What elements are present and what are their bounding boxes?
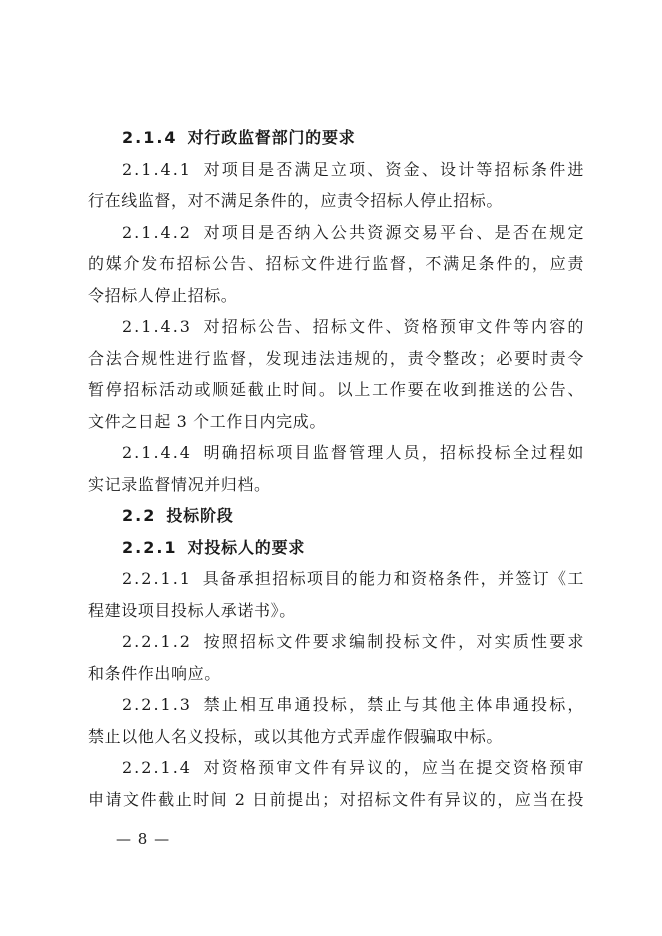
section-title: 对行政监督部门的要求	[187, 128, 356, 147]
clause-number: 2.2.1.1	[122, 569, 192, 588]
clause-text: 对资格预审文件有异议的，应当在提交资格预审	[201, 758, 584, 777]
clause-number: 2.2.1.4	[122, 758, 192, 777]
paragraph-line: 文件之日起 3 个工作日内完成。	[88, 411, 326, 431]
paragraph-line	[88, 154, 584, 186]
clause-number: 2.2.1.2	[122, 632, 192, 651]
section-heading	[88, 500, 584, 532]
clause-number: 2.1.4.3	[122, 317, 192, 336]
paragraph-line: 行在线监督，对不满足条件的，应责令招标人停止招标。	[88, 191, 504, 210]
paragraph-line: 令招标人停止招标。	[88, 285, 238, 305]
paragraph-line	[88, 689, 584, 721]
clause-text: 具备承担招标项目的能力和资格条件，并签订《工	[201, 569, 584, 588]
clause-text: 按照招标文件要求编制投标文件，对实质性要求	[201, 632, 584, 651]
clause-text: 对招标公告、招标文件、资格预审文件等内容的	[201, 317, 584, 336]
document-body	[88, 122, 584, 815]
paragraph-line	[88, 752, 584, 784]
paragraph-line	[88, 626, 584, 658]
clause-number: 2.1.4.2	[122, 222, 192, 242]
paragraph-line	[88, 217, 584, 249]
clause-text: 对项目是否纳入公共资源交易平台、是否在规定	[201, 222, 584, 242]
paragraph-line: 合法合规性进行监督，发现违法违规的，责令整改；必要时责令	[88, 348, 584, 368]
paragraph-line: 暂停招标活动或顺延截止时间。以上工作要在收到推送的公告、	[88, 380, 584, 399]
clause-number: 2.1.4.4	[122, 443, 192, 462]
clause-number: 2.2.1.3	[122, 695, 192, 714]
paragraph-line	[88, 563, 584, 595]
clause-number: 2.1.4.1	[122, 159, 192, 179]
clause-text: 明确招标项目监督管理人员，招标投标全过程如	[201, 443, 584, 462]
section-heading	[88, 122, 584, 154]
paragraph-line	[88, 311, 584, 343]
paragraph-line: 申请文件截止时间 2 日前提出；对招标文件有异议的，应当在投	[88, 789, 584, 809]
paragraph-line: 禁止以他人名义投标，或以其他方式弄虚作假骗取中标。	[88, 726, 504, 746]
section-title: 投标阶段	[166, 506, 234, 525]
paragraph-line: 的媒介发布招标公告、招标文件进行监督，不满足条件的，应责	[88, 254, 584, 273]
clause-text: 禁止相互串通投标，禁止与其他主体串通投标，	[201, 695, 584, 714]
paragraph-line: 和条件作出响应。	[88, 663, 221, 683]
section-title: 对投标人的要求	[187, 537, 306, 557]
section-heading	[88, 532, 584, 564]
section-number: 2.1.4	[122, 128, 178, 147]
paragraph-line: 程建设项目投标人承诺书》。	[88, 600, 296, 620]
section-number: 2.2	[122, 506, 157, 525]
paragraph-line	[88, 437, 584, 469]
paragraph-line: 实记录监督情况并归档。	[88, 474, 271, 494]
clause-text: 对项目是否满足立项、资金、设计等招标条件进	[201, 159, 584, 179]
page-number: — 8 —	[116, 830, 171, 848]
section-number: 2.2.1	[122, 537, 178, 557]
